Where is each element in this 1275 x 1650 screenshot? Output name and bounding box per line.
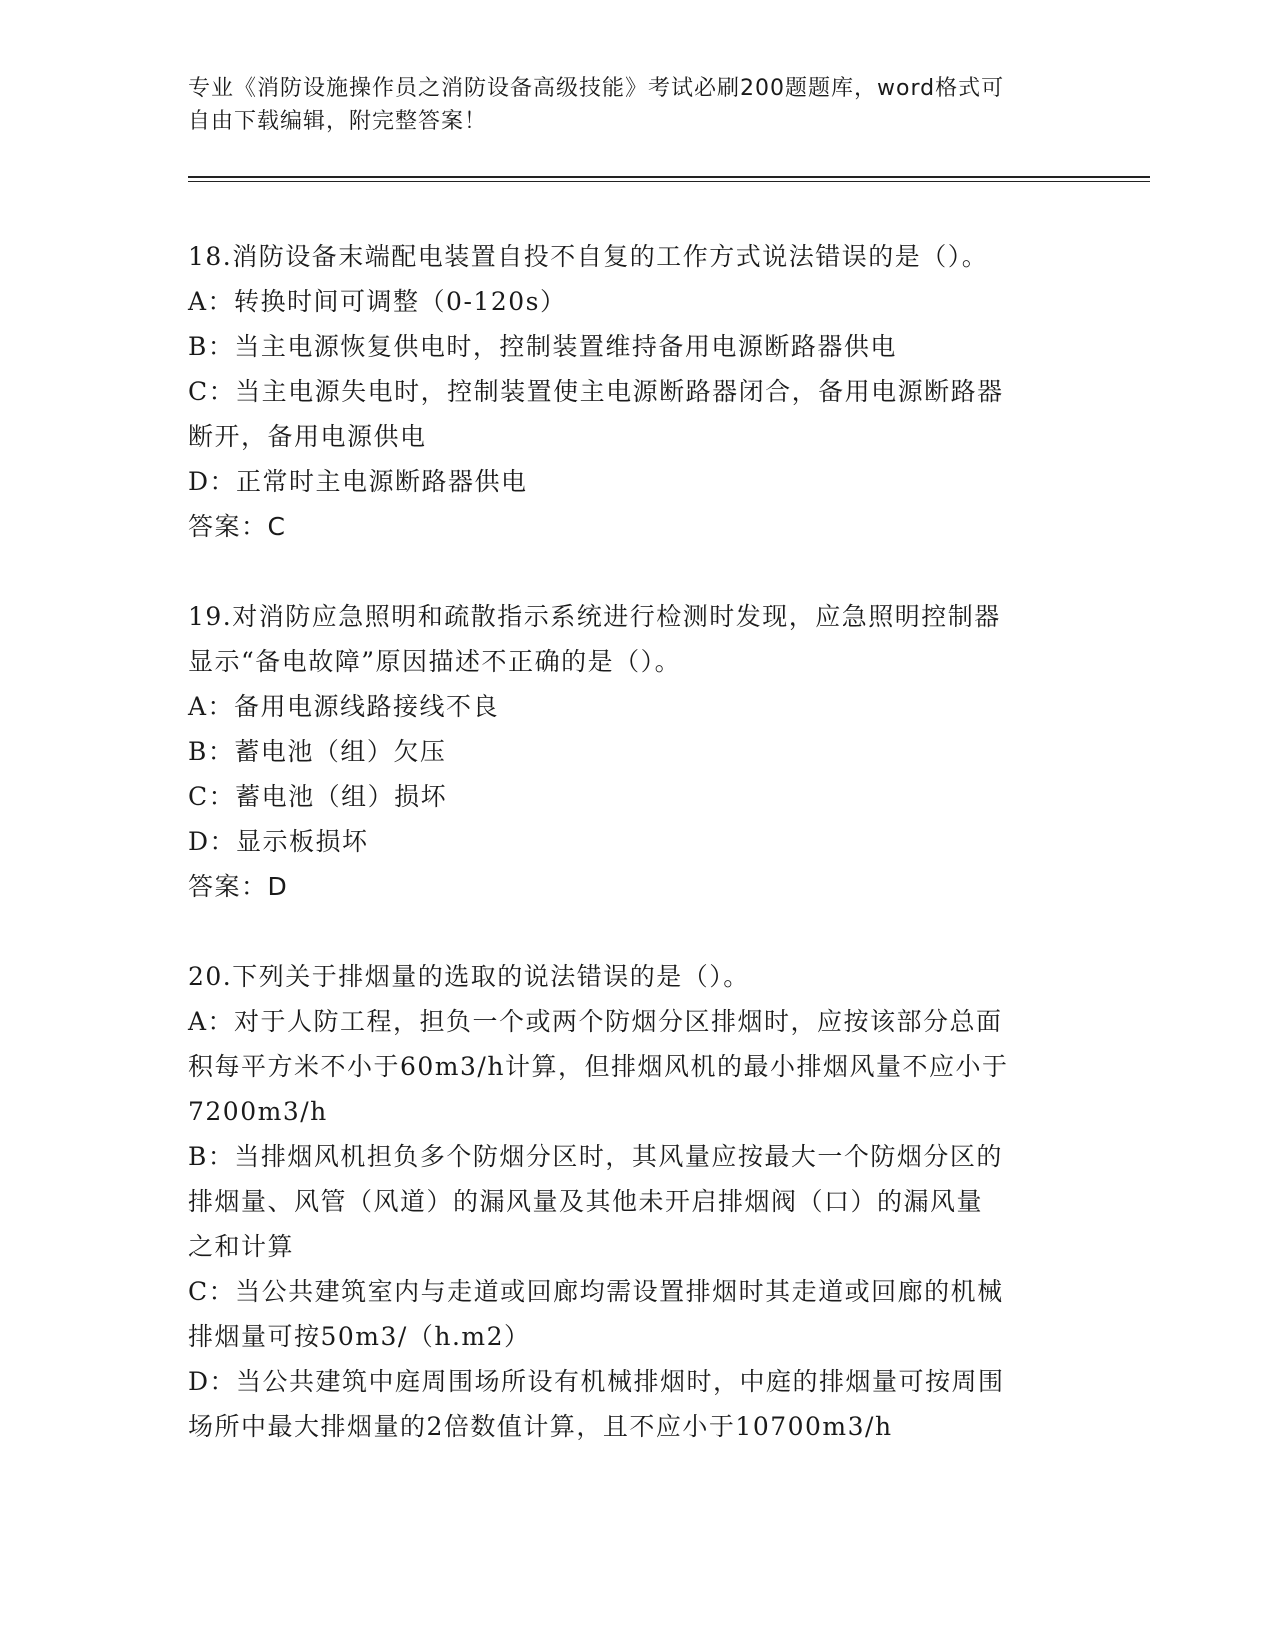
question-19-option-b: B：蓄电池（组）欠压 — [188, 737, 447, 766]
question-18-option-d: D：正常时主电源断路器供电 — [188, 467, 528, 496]
question-18-option-b: B：当主电源恢复供电时，控制装置维持备用电源断路器供电 — [188, 332, 897, 361]
question-20-option-b-cont: 排烟量、风管（风道）的漏风量及其他未开启排烟阀（口）的漏风量 — [188, 1187, 984, 1216]
question-18 — [188, 234, 1068, 549]
question-19-option-c: C：蓄电池（组）损坏 — [188, 782, 448, 811]
question-20-option-b-cont: 之和计算 — [188, 1232, 295, 1261]
question-18-answer: 答案：C — [188, 512, 287, 541]
question-20 — [188, 954, 1068, 1449]
question-18-option-c-cont: 断开，备用电源供电 — [188, 422, 427, 451]
question-18-stem: 18.消防设备末端配电装置自投不自复的工作方式说法错误的是（）。 — [188, 242, 989, 271]
question-list — [188, 234, 1068, 1449]
spacer — [188, 909, 1068, 954]
question-19-stem-cont: 显示“备电故障”原因描述不正确的是（）。 — [188, 647, 682, 676]
question-19-option-a: A：备用电源线路接线不良 — [188, 692, 500, 721]
question-20-option-b: B：当排烟风机担负多个防烟分区时，其风量应按最大一个防烟分区的 — [188, 1142, 1003, 1171]
spacer — [188, 549, 1068, 594]
question-19-option-d: D：显示板损坏 — [188, 827, 369, 856]
question-20-option-c-cont: 排烟量可按50m3/（h.m2） — [188, 1322, 531, 1351]
question-20-option-a-cont: 积每平方米不小于60m3/h计算，但排烟风机的最小排烟风量不应小于 — [188, 1052, 1009, 1081]
question-20-option-a-cont: 7200m3/h — [188, 1097, 328, 1126]
question-20-stem: 20.下列关于排烟量的选取的说法错误的是（）。 — [188, 962, 750, 991]
document-header — [188, 72, 1068, 138]
question-20-option-c: C：当公共建筑室内与走道或回廊均需设置排烟时其走道或回廊的机械 — [188, 1277, 1004, 1306]
question-18-option-c: C：当主电源失电时，控制装置使主电源断路器闭合，备用电源断路器 — [188, 377, 1004, 406]
question-19-stem: 19.对消防应急照明和疏散指示系统进行检测时发现，应急照明控制器 — [188, 602, 1001, 631]
header-line-1: 专业《消防设施操作员之消防设备高级技能》考试必刷200题题库，word格式可 — [188, 76, 1005, 101]
question-20-option-a: A：对于人防工程，担负一个或两个防烟分区排烟时，应按该部分总面 — [188, 1007, 1003, 1036]
header-divider — [188, 176, 1150, 182]
question-19 — [188, 594, 1068, 909]
header-line-2: 自由下载编辑，附完整答案！ — [188, 109, 488, 134]
question-20-option-d: D：当公共建筑中庭周围场所设有机械排烟时，中庭的排烟量可按周围 — [188, 1367, 1005, 1396]
question-20-option-d-cont: 场所中最大排烟量的2倍数值计算，且不应小于10700m3/h — [188, 1412, 893, 1441]
question-19-answer: 答案：D — [188, 872, 289, 901]
question-18-option-a: A：转换时间可调整（0-120s） — [188, 287, 567, 316]
